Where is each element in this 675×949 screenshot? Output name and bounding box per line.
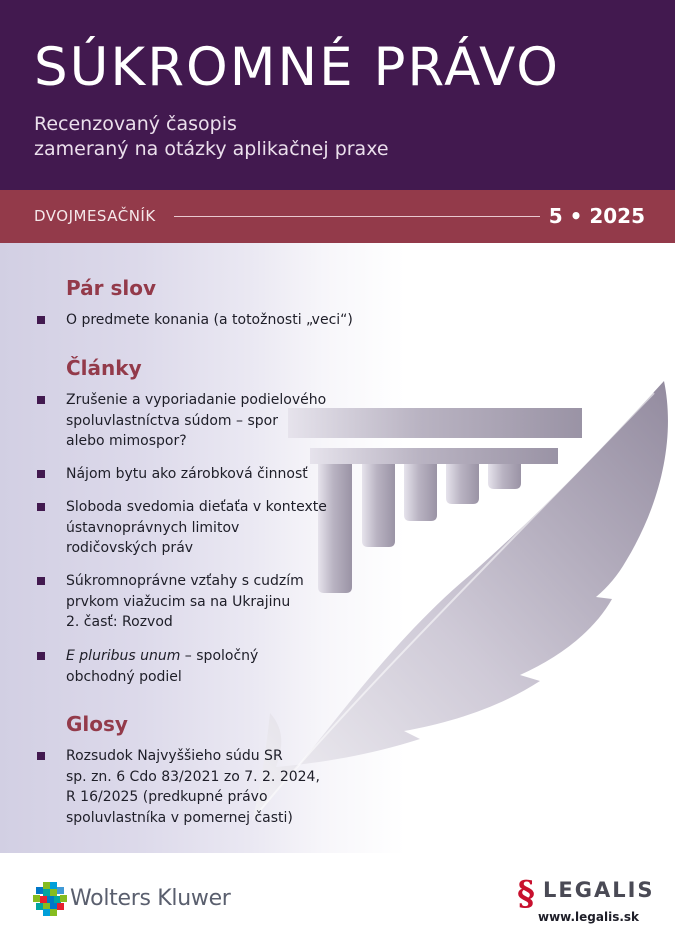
list-item-line: 2. časť: Rozvod — [66, 614, 173, 630]
section-heading-glosy: Glosy — [66, 712, 128, 736]
journal-subtitle — [34, 112, 389, 162]
list-item-line: prvkom viažucim sa na Ukrajinu — [66, 593, 291, 610]
list-item-line: Nájom bytu ako zárobková činnosť — [66, 466, 308, 482]
issue-number: 5 • 2025 — [548, 204, 645, 228]
list-item-line: alebo mimospor? — [66, 433, 187, 449]
section-heading-clanky: Články — [66, 356, 142, 380]
list-item — [66, 746, 320, 828]
column-abacus — [310, 448, 558, 464]
journal-title: SÚKROMNÉ PRÁVO — [34, 37, 560, 98]
list-item-text: – spoločný — [180, 648, 259, 664]
bullet-square-icon — [37, 577, 45, 585]
list-item-line: rodičovských práv — [66, 540, 194, 556]
list-item-line: spoluvlastníctva súdom – spor — [66, 412, 278, 429]
list-item-line: ústavnoprávnych limitov — [66, 519, 240, 536]
brand-url: www.legalis.sk — [538, 910, 640, 924]
list-item — [66, 310, 353, 331]
bullet-square-icon — [37, 752, 45, 760]
list-item-line: R 16/2025 (predkupné právo — [66, 789, 268, 805]
subtitle-line: Recenzovaný časopis — [34, 113, 237, 135]
bullet-square-icon — [37, 470, 45, 478]
column-shaft — [404, 464, 437, 521]
list-item — [66, 646, 258, 687]
column-capital — [288, 408, 582, 438]
list-item-line: Rozsudok Najvyššieho súdu SR — [66, 748, 283, 764]
section-heading-par-slov: Pár slov — [66, 276, 156, 300]
list-item — [66, 464, 308, 485]
legalis-paragraph-icon — [513, 872, 539, 914]
brand-name: LEGALIS — [543, 878, 655, 902]
bullet-square-icon — [37, 316, 45, 324]
bullet-square-icon — [37, 503, 45, 511]
column-shaft — [446, 464, 479, 504]
list-item-line: spoluvlastníka v pomernej časti) — [66, 809, 293, 826]
column-shaft — [488, 464, 521, 489]
subtitle-line: zameraný na otázky aplikačnej praxe — [34, 138, 389, 160]
list-item — [66, 497, 327, 559]
publication-frequency: DVOJMESAČNÍK — [34, 207, 156, 225]
bullet-square-icon — [37, 396, 45, 404]
list-item-line: sp. zn. 6 Cdo 83/2021 zo 7. 2. 2024, — [66, 768, 320, 785]
column-shaft — [362, 464, 395, 547]
list-item — [66, 390, 326, 452]
publisher-name: Wolters Kluwer — [70, 886, 231, 911]
list-item — [66, 571, 304, 633]
list-item-line: Zrušenie a vyporiadanie podielového — [66, 392, 327, 408]
wolters-kluwer-logo-icon — [33, 882, 67, 916]
list-item-line: obchodný podiel — [66, 668, 182, 685]
bullet-square-icon — [37, 652, 45, 660]
list-item-line: O predmete konania (a totožnosti „veci“) — [66, 312, 353, 328]
list-item-line — [66, 646, 258, 667]
list-item-line: Súkromnoprávne vzťahy s cudzím — [66, 573, 304, 589]
list-item-line: Sloboda svedomia dieťaťa v kontexte — [66, 499, 327, 515]
paragraph-symbol: § — [517, 874, 535, 914]
latin-phrase: E pluribus unum — [66, 648, 181, 664]
band-divider — [174, 216, 540, 217]
